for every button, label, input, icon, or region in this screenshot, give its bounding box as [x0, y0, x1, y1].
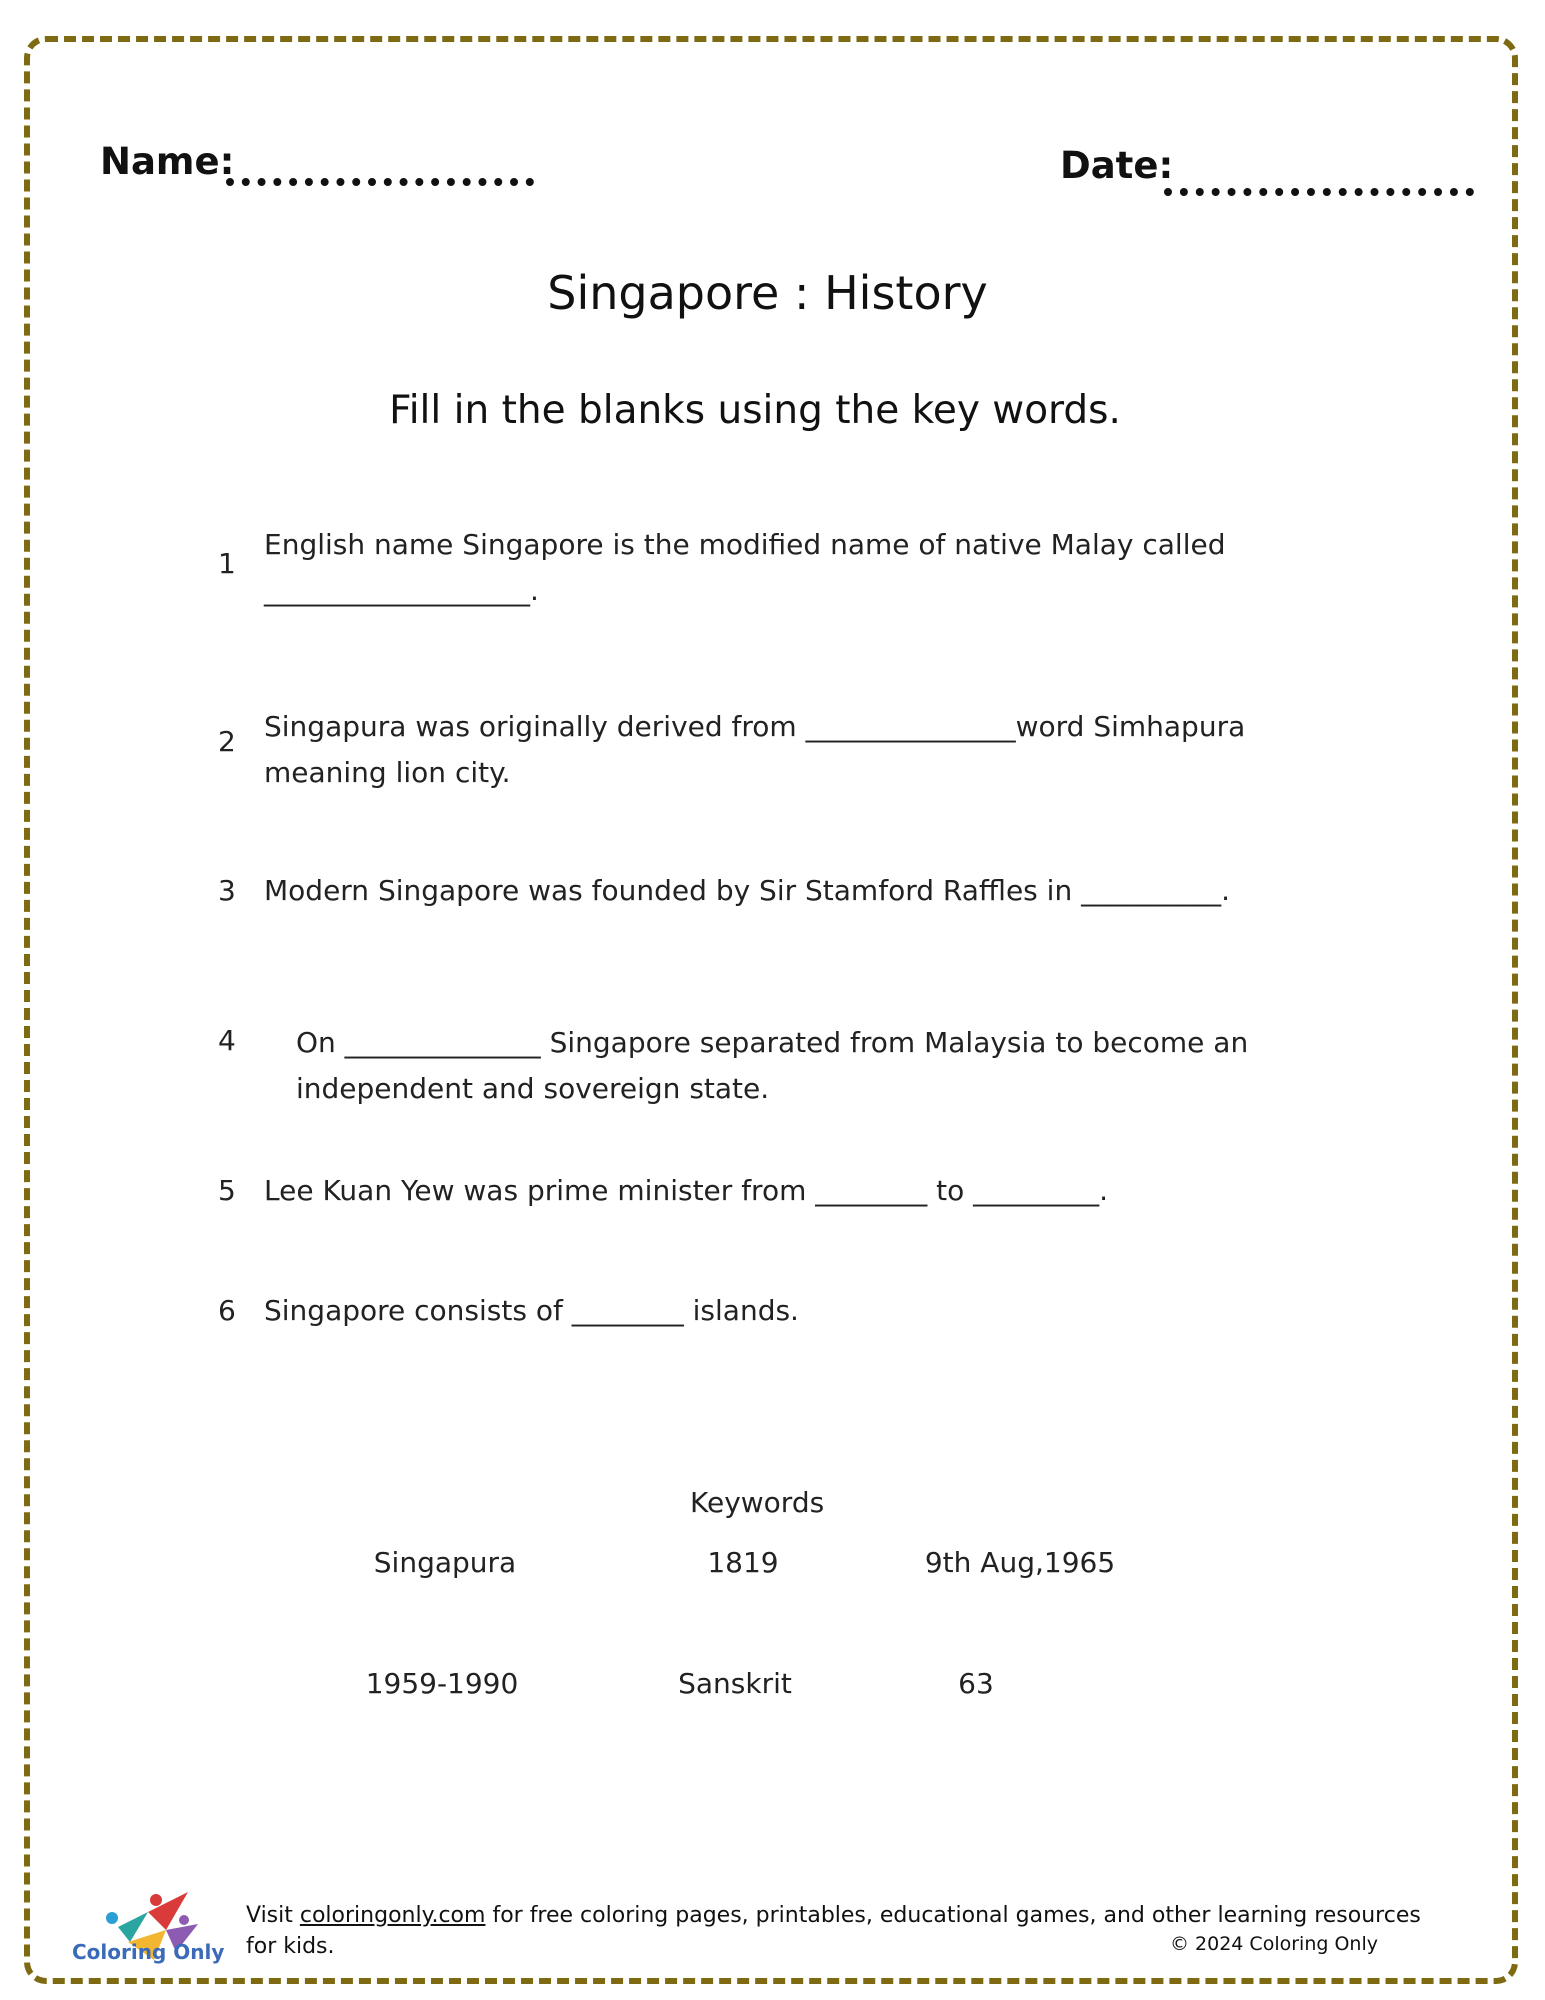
- question-text: Singapore consists of ________ islands.: [264, 1294, 799, 1327]
- question-text: On ______________ Singapore separated from Malaysia to become an independent and sovereign state.: [296, 1026, 1249, 1105]
- keyword-item: Singapura: [373, 1546, 517, 1579]
- instruction-text: Fill in the blanks using the key words.: [389, 388, 1121, 433]
- question-number: 3: [218, 874, 236, 907]
- question-number: 2: [218, 725, 236, 758]
- keyword-item: 63: [958, 1667, 994, 1700]
- date-blank-line[interactable]: [1164, 188, 1474, 196]
- name-label: Name:: [100, 140, 235, 183]
- question-text: Singapura was originally derived from _______________word Simhapura meaning lion city.: [264, 710, 1246, 789]
- name-blank-line[interactable]: [226, 178, 534, 186]
- question-number: 6: [218, 1294, 236, 1327]
- site-link[interactable]: coloringonly.com: [299, 1903, 486, 1928]
- question-number: 5: [218, 1174, 236, 1207]
- keyword-item: 9th Aug,1965: [924, 1546, 1116, 1579]
- keywords-heading: Keywords: [690, 1486, 825, 1519]
- footer-rest-text: for free coloring pages, printables, educational games, and other learning resources for kids.: [246, 1903, 1421, 1959]
- question-number: 1: [218, 547, 236, 580]
- page-title: Singapore : History: [547, 266, 988, 320]
- date-label: Date:: [1060, 144, 1174, 187]
- copyright-text: © 2024 Coloring Only: [1170, 1933, 1378, 1955]
- keyword-item: 1959-1990: [365, 1667, 519, 1700]
- keyword-item: 1819: [707, 1546, 779, 1579]
- footer-visit-text: Visit: [246, 1903, 300, 1928]
- keyword-item: Sanskrit: [678, 1667, 792, 1700]
- question-text: Lee Kuan Yew was prime minister from ________ to _________.: [264, 1174, 1109, 1207]
- question-text: English name Singapore is the modified name of native Malay called ___________________.: [264, 528, 1226, 607]
- question-number: 4: [218, 1024, 236, 1057]
- question-text: Modern Singapore was founded by Sir Stamford Raffles in __________.: [264, 874, 1230, 907]
- logo-text: Coloring Only: [72, 1940, 225, 1964]
